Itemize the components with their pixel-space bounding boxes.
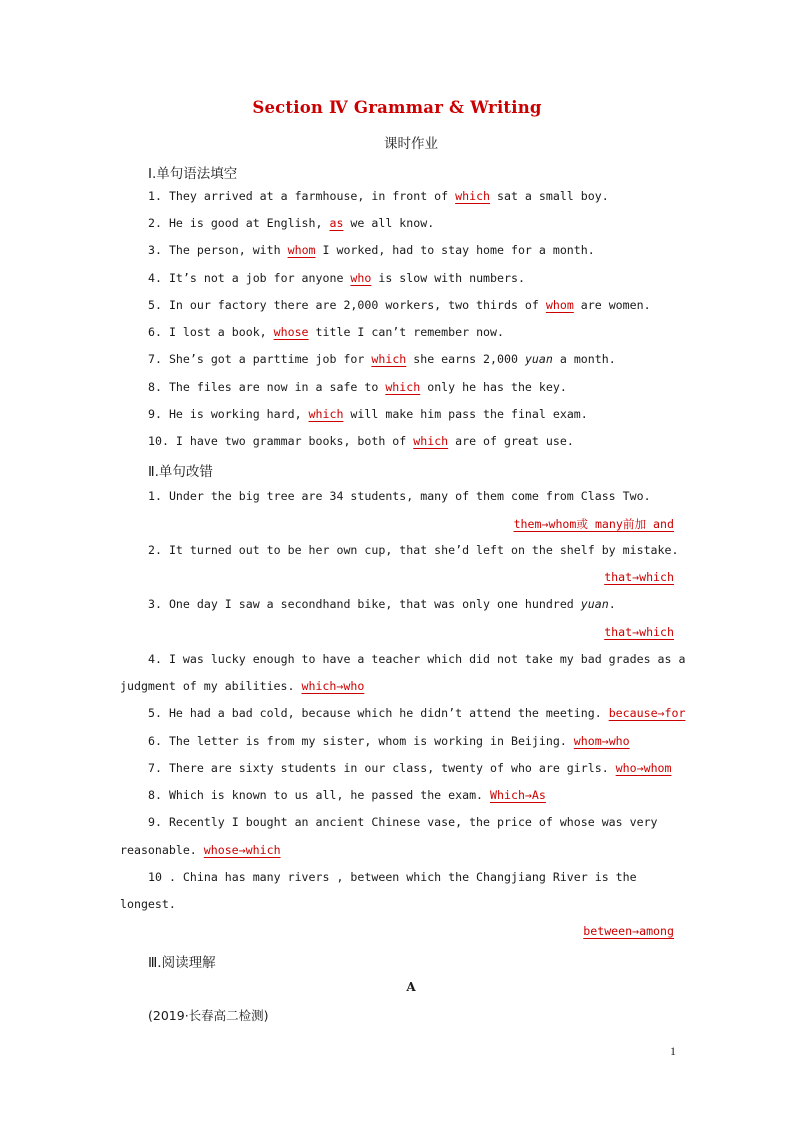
list-item: 6. The letter is from my sister, whom is working in Beijing. whom→who (148, 734, 630, 748)
list-item: 10. I have two grammar books, both of which are of great use. (148, 434, 574, 448)
list-item: 10 . China has many rivers , between which the Changjiang River is the (148, 870, 637, 884)
answer-text: Which→As (490, 788, 546, 802)
section-heading-grammar-fill: Ⅰ.单句语法填空 (148, 166, 238, 182)
answer-text: whose (273, 325, 309, 339)
answer-text: which (371, 352, 407, 366)
list-item: 9. He is working hard, which will make him pass the final exam. (148, 407, 588, 421)
answer-text: whom (287, 243, 316, 257)
answer-text: who→whom (615, 761, 672, 775)
list-item: 1. Under the big tree are 34 students, many of them come from Class Two. (148, 489, 651, 503)
answer-text: whom→who (573, 734, 630, 748)
list-item: 5. He had a bad cold, because which he didn’t attend the meeting. because→for (148, 706, 686, 720)
list-item: 9. Recently I bought an ancient Chinese vase, the price of whose was very (148, 815, 658, 829)
answer-text: which (385, 380, 421, 394)
list-item: 5. In our factory there are 2,000 workers, two thirds of whom are women. (148, 298, 651, 312)
list-item: 4. I was lucky enough to have a teacher which did not take my bad grades as a (148, 652, 686, 666)
answer-text: which (308, 407, 344, 421)
page-subtitle: 课时作业 (384, 136, 438, 152)
section-heading-error-correction: Ⅱ.单句改错 (148, 464, 213, 480)
list-item: 2. He is good at English, as we all know. (148, 216, 435, 230)
answer-text: because→for (608, 706, 686, 720)
section-heading-reading: Ⅲ.阅读理解 (148, 955, 216, 971)
list-item: 3. One day I saw a secondhand bike, that was only one hundred yuan. (148, 597, 616, 611)
list-item: 8. Which is known to us all, he passed the exam. Which→As (148, 788, 546, 802)
answer-text: that→which (604, 625, 674, 639)
list-item-continuation: reasonable. whose→which (120, 843, 281, 857)
answer-text: which (413, 434, 449, 448)
source-note: (2019·长春高二检测) (148, 1008, 269, 1023)
page-number: 1 (670, 1044, 676, 1058)
answer-text: who (350, 271, 372, 285)
list-item: 6. I lost a book, whose title I can’t remember now. (148, 325, 504, 339)
list-item: 1. They arrived at a farmhouse, in front of which sat a small boy. (148, 189, 609, 203)
answer-text: them→whom或 many前加 and (513, 517, 674, 531)
answer-text: that→which (604, 570, 674, 584)
list-item: 4. It’s not a job for anyone who is slow with numbers. (148, 271, 525, 285)
list-item: 3. The person, with whom I worked, had to stay home for a month. (148, 243, 595, 257)
passage-label: A (406, 980, 416, 994)
list-item-continuation: judgment of my abilities. which→who (120, 679, 365, 693)
page-title: Section Ⅳ Grammar & Writing (252, 98, 542, 117)
list-item: 8. The files are now in a safe to which only he has the key. (148, 380, 567, 394)
answer-text: as (329, 216, 344, 230)
answer-text: which→who (301, 679, 365, 693)
list-item-continuation: longest. (120, 897, 176, 911)
list-item: 7. She’s got a parttime job for which she earns 2,000 yuan a month. (148, 352, 616, 366)
list-item: 2. It turned out to be her own cup, that she’d left on the shelf by mistake. (148, 543, 679, 557)
answer-text: between→among (583, 924, 674, 938)
answer-text: which (455, 189, 491, 203)
answer-text: whose→which (203, 843, 281, 857)
answer-text: whom (545, 298, 574, 312)
list-item: 7. There are sixty students in our class, twenty of who are girls. who→whom (148, 761, 672, 775)
